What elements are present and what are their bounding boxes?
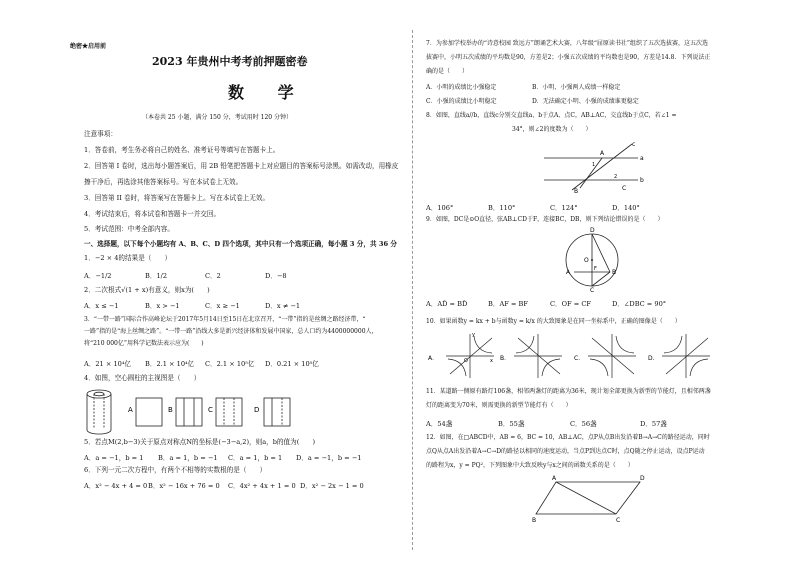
q9-option-c: C．OF = CF (550, 300, 591, 308)
q3-line: 3．“一带一路”国际合作高峰论坛于2017年5月14日至15日在北京召开，“一带”指的是丝绸之路经济带，“ (84, 316, 366, 323)
axis-y-label: y (472, 332, 475, 338)
label-A: A (552, 475, 557, 482)
q10-label-d: D． (648, 355, 659, 362)
label-A: A (600, 150, 605, 157)
page-title: 2023 年贵州中考考前押题密卷 (152, 55, 308, 68)
q11-line: 11．某道路一侧原有路灯106盏，相邻两盏灯的距离为36米，现计划全部更换为新型的节能灯，且相邻两盏 (426, 388, 711, 395)
q7-option-d: D．无法确定小明、小强的成绩谁更稳定 (532, 98, 639, 105)
q10-stem: 10．如果函数y = kx + b与函数y = k/x 的大致图象是在同一坐标系中，正确的图像是（ ） (426, 318, 681, 325)
option-d-view (264, 398, 290, 426)
q12-line: 点Q从点A出发沿着A→C→D的路径以相同的速度运动，当点P到达点C时，点Q随之停止运动，设点P运动 (426, 448, 705, 455)
q12-line: 的路程为x，y = PQ²，下列图象中大致反映y与x之间的函数关系的是（ ） (426, 462, 634, 469)
section-heading: 一、选择题，以下每个小题均有 A、B、C、D 四个选项，其中只有一个选项正确，每小题 3 分，共 36 分 (84, 240, 397, 248)
q3-option-b: B．2.1 × 10⁴亿 (145, 360, 195, 368)
option-b-view (176, 398, 202, 426)
segment-bc (592, 272, 610, 286)
q5-stem: 5．若点M(2,b−3)关于原点对称点N的坐标是(−3−a,2)，则a，b的值为( ) (84, 438, 316, 446)
circle-figure (562, 226, 628, 292)
segment-ab (580, 158, 602, 188)
angle-2-label: 2 (614, 174, 618, 180)
option-a-view (136, 398, 162, 426)
q12-line: 12．如图，在□ABCD中，AB = 6，BC = 10，AB⊥AC，点P从点B出发沿着B→A→C的路径运动，同时 (426, 434, 710, 441)
q9-option-b: B．AF = BF (488, 300, 528, 308)
note-item: 2．回答第 I 卷时，选出每小题答案后，用 2B 铅笔把答题卡上对应题目的答案标号涂黑。如需改动，用橡皮 (84, 162, 399, 170)
q3-option-d: D．0.21 × 10⁵亿 (265, 360, 319, 368)
q11-option-d: D．57盏 (640, 420, 667, 428)
right-column (412, 0, 794, 562)
q2-option-a: A．x ≤ −1 (84, 302, 119, 310)
q8-option-b: B．110° (488, 204, 516, 212)
q10-label-b: B． (500, 355, 511, 362)
q8-option-c: C．124° (550, 204, 578, 212)
q4-label-a: A (128, 406, 133, 414)
q11-option-b: B．55盏 (498, 420, 525, 428)
q6-stem: 6．下列一元二次方程中，有两个不相等的实数根的是（ ） (84, 466, 267, 474)
q6-option-a: A．x² − 4x + 4 = 0 (84, 482, 148, 490)
q7-option-a: A．小明的成绩比小强稳定 (426, 84, 497, 91)
label-D: D (640, 475, 645, 482)
q11-option-a: A．54盏 (426, 420, 453, 428)
q4-label-d: D (254, 406, 260, 414)
notes-heading: 注意事项： (84, 130, 117, 138)
label-A: A (566, 269, 571, 276)
q11-option-c: C．56盏 (570, 420, 597, 428)
note-item: 5．考试范围：中考全部内容。 (84, 225, 174, 233)
label-B: B (574, 188, 579, 195)
q5-option-a: A．a = −1，b = 1 (84, 454, 144, 462)
function-graphs-figure (426, 330, 726, 380)
q3-option-c: C．2.1 × 10⁵亿 (205, 360, 255, 368)
q2-option-c: C．x ≥ −1 (205, 302, 240, 310)
hollow-cylinder (87, 390, 111, 434)
note-item: 擦干净后，再选涂其他答案标号。写在本试卷上无效。 (84, 178, 243, 186)
angle-1-label: 1 (592, 162, 596, 168)
q2-option-b: B．x > −1 (145, 302, 180, 310)
q2-stem: 2．二次根式√(1 + x)有意义，则x为( ) (84, 286, 210, 294)
q9-option-a: A．AD̂ = BD̂ (426, 300, 468, 308)
q1-option-b: B．1/2 (145, 272, 168, 280)
label-C: C (590, 287, 595, 294)
label-C: C (616, 517, 621, 524)
q8-line: 34°，则∠2的度数为（ ） (512, 126, 592, 133)
secret-mark: 绝密★启用前 (70, 43, 107, 50)
q1-stem: 1．−2 × 4的结果是（ ） (84, 254, 172, 262)
option-c-view (216, 398, 242, 426)
hollow-cylinder-figure (84, 388, 374, 436)
q6-option-c: C．4x² + 4x + 1 = 0 (228, 482, 296, 490)
label-F: F (594, 266, 597, 272)
q4-label-c: C (208, 406, 213, 414)
exam-meta: （本卷共 25 小题，满分 150 分，考试用时 120 分钟） (142, 114, 292, 121)
q10-label-a: A． (428, 355, 439, 362)
label-O: O (584, 257, 589, 264)
q4-stem: 4．如图，空心圆柱的主视图是（ ） (84, 374, 201, 382)
q7-option-b: B．小明、小强两人成绩一样稳定 (532, 84, 621, 91)
label-B: B (612, 269, 617, 276)
q7-option-c: C．小强的成绩比小明稳定 (426, 98, 497, 105)
q6-option-b: B．x² − 16x + 76 = 0 (148, 482, 220, 490)
q1-option-c: C．2 (205, 272, 221, 280)
subject-title: 数 学 (228, 83, 308, 102)
q5-option-b: B．a = 1，b = −1 (158, 454, 218, 462)
q8-line: 8．如图，直线a//b，直线c分别交直线a、b于点A、点C，AB⊥AC，交直线b于点C，若∠1 = (426, 112, 677, 119)
q7-line: 7．为参加学校举办的“诗意校园 致远方”朗诵艺术大赛，八年级“屈原读书社”组织了五次选拔赛，这五次选 (426, 40, 708, 47)
q5-option-d: D．a = −1，b = −1 (296, 454, 362, 462)
q9-stem: 9．如图，DC是⊙O直径，弦AB⊥CD于F，连接BC，DB，则下列结论错误的是（ ） (426, 216, 664, 223)
label-c: c (632, 141, 636, 148)
q3-line: 将“210 000亿”用科学记数法表示应为( ) (84, 340, 204, 347)
q10-label-c: C． (574, 355, 585, 362)
q6-option-d: D．x² − 2x − 1 = 0 (300, 482, 364, 490)
label-D: D (590, 227, 595, 234)
q1-option-a: A．−1/2 (84, 272, 112, 280)
note-item: 3．回答第 II 卷时，将答案写在答题卡上。写在本试卷上无效。 (84, 194, 270, 202)
q7-line: 确的是（ ） (426, 68, 469, 75)
parallel-lines-figure (542, 140, 652, 196)
q8-option-a: A．106° (426, 204, 454, 212)
note-item: 1．答卷前，考生务必将自己的姓名、准考证号等填写在答题卡上。 (84, 146, 280, 154)
label-C: C (622, 185, 627, 192)
label-b: b (640, 177, 644, 184)
q8-option-d: D．140° (612, 204, 640, 212)
q1-option-d: D．−8 (265, 272, 287, 280)
q3-option-a: A．21 × 10⁴亿 (84, 360, 132, 368)
note-item: 4．考试结束后，将本试卷和答题卡一并交回。 (84, 210, 221, 218)
label-a: a (640, 155, 644, 162)
q7-line: 拔赛中，小明五次成绩的平均数是90，方差是2；小强五次成绩的平均数也是90，方差是14.8．下列说法正 (426, 54, 711, 61)
q11-line: 灯的距离变为70米，则需更换的新型节能灯有（ ） (426, 402, 572, 409)
q9-option-d: D．∠DBC = 90° (612, 300, 667, 308)
q4-label-b: B (168, 406, 173, 414)
axis-x-label: x (490, 358, 493, 364)
q5-option-c: C．a = 1，b = 1 (228, 454, 283, 462)
origin-label: O (464, 358, 468, 364)
q2-option-d: D．x ≠ −1 (265, 302, 301, 310)
q3-line: 一路”指的是“海上丝绸之路”。“一带一路”沿线大多是新兴经济体和发展中国家，总人口约为4400000000人， (84, 328, 378, 335)
parallelogram-figure (532, 474, 652, 524)
label-B: B (532, 517, 537, 524)
